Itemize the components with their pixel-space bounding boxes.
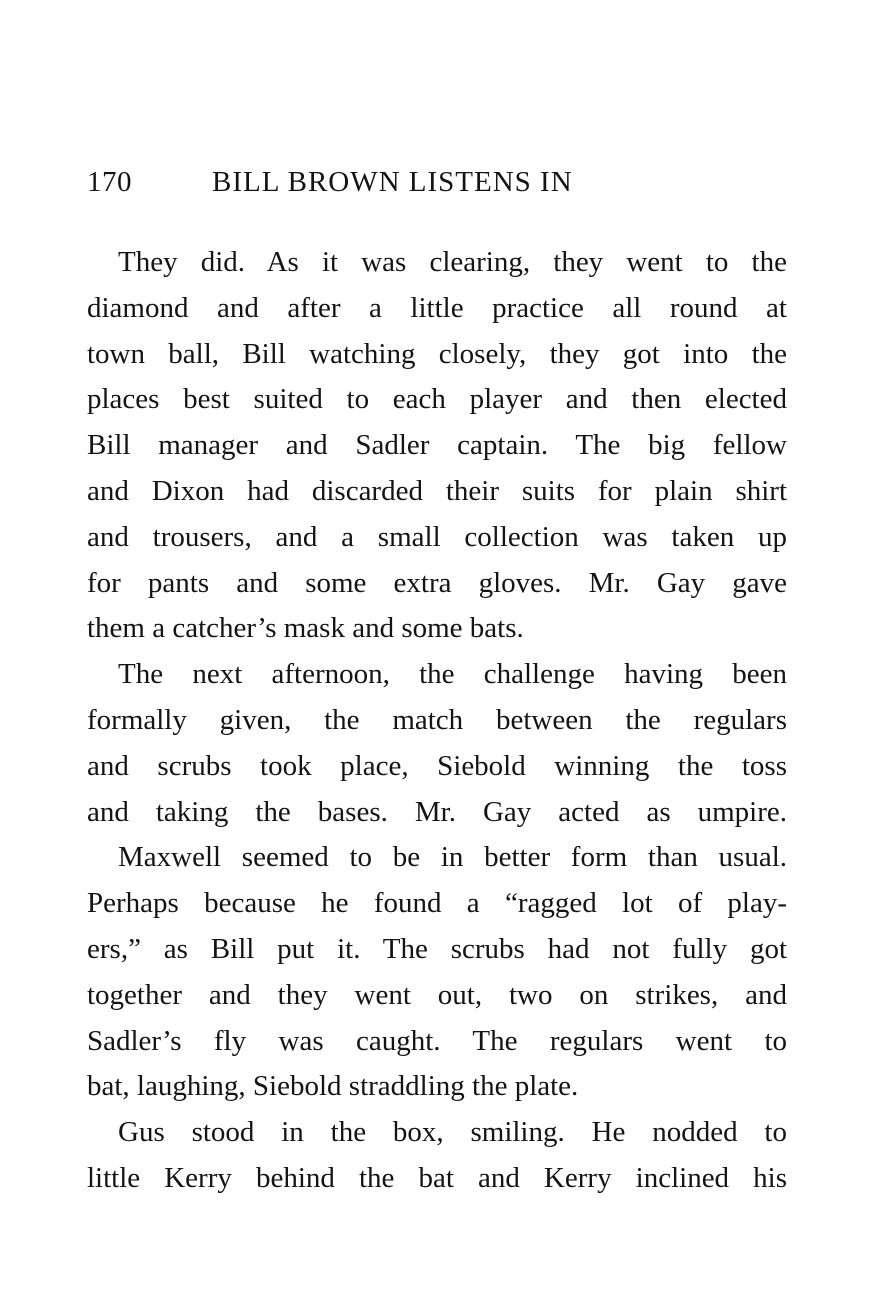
text-line: little Kerry behind the bat and Kerry inclined his — [87, 1161, 787, 1194]
text-line: them a catcher’s mask and some bats. — [87, 612, 524, 645]
paragraph — [87, 1110, 787, 1202]
text-line: formally given, the match between the regulars — [87, 703, 787, 736]
page-number: 170 — [87, 166, 132, 198]
text-line: ers,” as Bill put it. The scrubs had not fully got — [87, 932, 787, 965]
text-line: for pants and some extra gloves. Mr. Gay gave — [87, 566, 787, 599]
text-line: and Dixon had discarded their suits for plain shirt — [87, 474, 787, 507]
text-line: and trousers, and a small collection was taken up — [87, 520, 787, 553]
text-line: together and they went out, two on strikes, and — [87, 978, 787, 1011]
text-line: The next afternoon, the challenge having been — [118, 658, 787, 691]
paragraph — [87, 652, 787, 835]
paragraph — [87, 240, 787, 652]
text-line: and taking the bases. Mr. Gay acted as umpire. — [87, 795, 787, 828]
running-title: BILL BROWN LISTENS IN — [212, 166, 573, 198]
text-line: Sadler’s fly was caught. The regulars went to — [87, 1024, 787, 1057]
text-line: town ball, Bill watching closely, they got into the — [87, 337, 787, 370]
text-line: Maxwell seemed to be in better form than usual. — [118, 841, 787, 874]
text-line: They did. As it was clearing, they went to the — [118, 246, 787, 278]
page-header — [87, 166, 787, 206]
text-line: Bill manager and Sadler captain. The big fellow — [87, 429, 787, 462]
text-line: diamond and after a little practice all round at — [87, 291, 787, 324]
text-line: and scrubs took place, Siebold winning the toss — [87, 749, 787, 782]
text-line: Perhaps because he found a “ragged lot of play- — [87, 887, 787, 920]
text-line: Gus stood in the box, smiling. He nodded to — [118, 1116, 787, 1149]
text-line: bat, laughing, Siebold straddling the plate. — [87, 1070, 579, 1103]
body-text — [87, 240, 787, 1202]
paragraph — [87, 835, 787, 1110]
text-line: places best suited to each player and then elected — [87, 383, 787, 416]
